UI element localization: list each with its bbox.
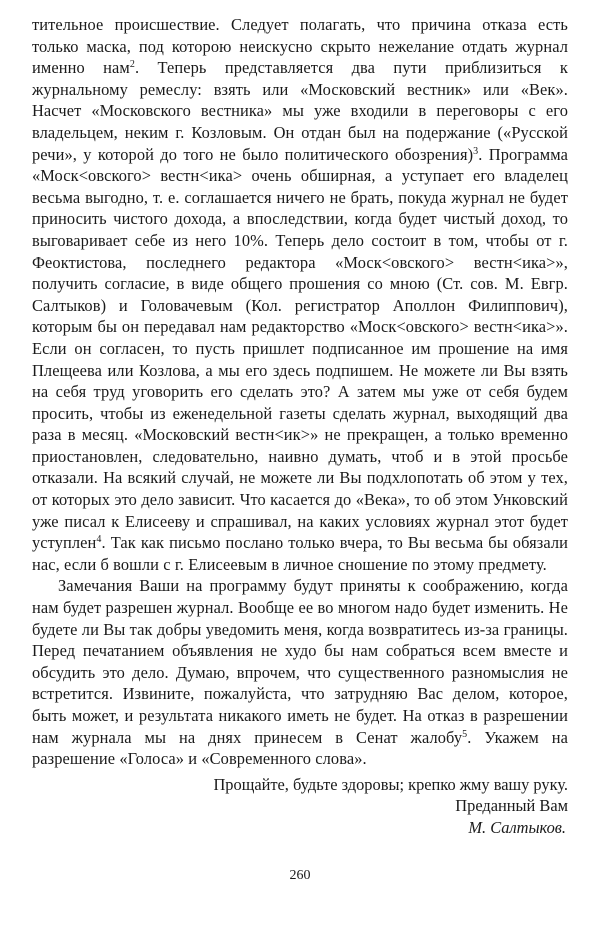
paragraph-remarks-part1: Замечания Ваши на программу будут приняты к соображению, когда нам будет разрешен журнал. Вообще ее во многом надо будет изменить. Не будете ли Вы так добры уведомить меня, когда возвратитесь из-за границы. Перед печатанием объявления не худо бы нам собраться всем вместе и обсудить это дело. Думаю, впрочем, что существенного разномыслия не встретится. Извините, пожалуйста, что затрудняю Вас делом, которое, быть может, и результата никакого иметь не будет. На отказ в разрешении нам журнала мы на днях принесем в Сенат жалобу xyxy=(32,576,568,747)
footnote-ref-5: 5 xyxy=(462,728,468,740)
letter-closing xyxy=(32,774,568,839)
page-body xyxy=(32,14,568,839)
paragraph-main-part4: . Так как письмо послано только вчера, то Вы весьма бы обязали нас, если б вошли с г. Елисеевым в личное сношение по этому предмету. xyxy=(32,533,568,574)
paragraph-remarks xyxy=(32,575,568,769)
paragraph-remarks-part2: . Укажем на разрешение «Голоса» и «Современного слова». xyxy=(32,727,568,769)
footnote-ref-2: 2 xyxy=(129,59,135,71)
paragraph-main-part3: . Программа «Моск<овского> вестн<ика> очень обширная, а уступает его владелец весьма выгодно, т. е. соглашается ничего не брать, покуда журнал не будет приносить чистого дохода, а впоследствии, когда будет чистый доход, то выговаривает себе из него 10%. Теперь дело состоит в том, чтобы от г. Феоктистова, последнего редактора «Моск<овского> вестн<ика>», получить согласие, в виде общего прошения со мною (Ст. сов. М. Евгр. Салтыков) и Головачевым (Кол. регистратор Аполлон Филиппович), которым бы он передавал нам редакторство «Моск<овского> вестн<ика>». Если он согласен, то пусть пришлет подписанное им прошение на имя Плещеева или Козлова, а мы его здесь подпишем. Не можете ли Вы взять на себя труд уговорить его сделать это? А затем мы уже от себя будем просить, чтобы из еженедельной газеты сделать журнал, выходящий два раза в месяц. «Московский вестн<ик>» не прекращен, а только временно приостановлен, следовательно, наивно думать, чтоб и в этой просьбе отказали. На всякий случай, не можете ли Вы подхлопотать об этом у тех, от которых это дело зависит. Что касается до «Века», то об этом Унковский уже писал к Елисееву и спрашивал, на каких условиях журнал этот будет уступлен xyxy=(32,144,568,553)
signature: М. Салтыков. xyxy=(468,817,566,837)
farewell-line: Прощайте, будьте здоровы; крепко жму вашу руку. xyxy=(213,774,568,794)
page-number: 260 xyxy=(289,868,311,883)
footnote-ref-3: 3 xyxy=(473,145,479,157)
devoted-line: Преданный Вам xyxy=(455,796,568,816)
paragraph-main-part2: . Теперь представляется два пути приблизиться к журнальному ремеслу: взять или «Московский вестник» или «Век». Насчет «Московского вестника» мы уже входили в переговоры с его владельцем, неким г. Козловым. Он отдан был на подержание («Русской речи», у которой до того не было политического обозрения) xyxy=(32,58,568,164)
paragraph-main-part1: тительное происшествие. Следует полагать, что причина отказа есть только маска, под которою неискусно скрыто нежелание отдать журнал именно нам xyxy=(32,15,568,78)
footnote-ref-4: 4 xyxy=(96,534,102,546)
paragraph-main xyxy=(32,14,568,575)
